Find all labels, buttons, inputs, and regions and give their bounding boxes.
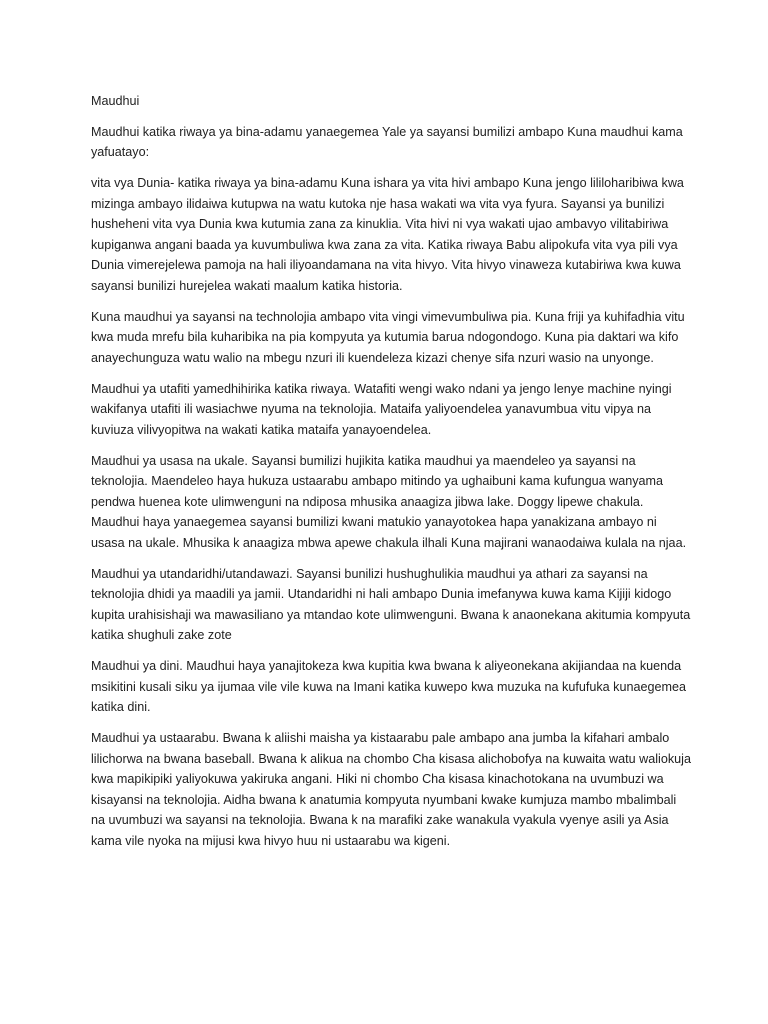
paragraph-utafiti: Maudhui ya utafiti yamedhihirika katika riwaya. Watafiti wengi wako ndani ya jengo lenye machine nyingi wakifanya utafiti ili wasiachwe nyuma na teknolojia. Mataifa yaliyoendelea yanavumbua vitu vipya na kuviuza vilivyopitwa na wakati katika mataifa yanayoendelea. <box>91 381 672 437</box>
paragraph-usasa-ukale: Maudhui ya usasa na ukale. Sayansi bumilizi hujikita katika maudhui ya maendeleo ya sayansi na teknolojia. Maendeleo haya hukuza ustaarabu ambapo mitindo ya ughaibuni kama kufungua wanyama pendwa huenea kote ulimwenguni na ndiposa mhusika anaagiza jibwa lake. Doggy lipewe chakula. Maudhui haya yanaegemea sayansi bumilizi kwani matukio yanayotokea hapa yanakizana ambayo ni usasa na ukale. Mhusika k anaagiza mbwa apewe chakula ilhali Kuna majirani wanaodaiwa kulala na njaa. <box>91 453 687 550</box>
paragraph-ustaarabu: Maudhui ya ustaarabu. Bwana k aliishi maisha ya kistaarabu pale ambapo ana jumba la kifahari ambalo lilichorwa na bwana baseball. Bwana k alikua na chombo Cha kisasa alichobofya na kuwaita watu waliokuja kwa mapikipiki yaliyokuwa yakiruka angani. Hiki ni chombo Cha kisasa kinachotokana na uvumbuzi wa kisayansi na teknolojia. Aidha bwana k anatumia kompyuta nyumbani kwake kumjuza mambo mbalimbali na uvumbuzi wa sayansi na teknolojia. Bwana k na marafiki zake wanakula vyakula vyenye asili ya Asia kama vile nyoka na mijusi kwa hivyo huu ni ustaarabu wa kigeni. <box>91 731 691 848</box>
document-body <box>91 91 691 862</box>
document-title: Maudhui <box>91 94 140 108</box>
paragraph-utandaridhi: Maudhui ya utandaridhi/utandawazi. Sayansi bunilizi hushughulikia maudhui ya athari za sayansi na teknolojia dhidi ya maadili ya jamii. Utandaridhi ni hali ambapo Dunia imefanywa kuwa kama Kijiji kidogo kupita urahisishaji wa mawasiliano ya mtandao kote ulimwenguni. Bwana k anaonekana akitumia kompyuta katika shughuli zake zote <box>91 566 691 642</box>
paragraph-dini: Maudhui ya dini. Maudhui haya yanajitokeza kwa kupitia kwa bwana k aliyeonekana akijiandaa na kuenda msikitini kusali siku ya ijumaa vile vile kuwa na Imani katika kuwepo kwa muzuka na kufufuka kunaegemea katika dini. <box>91 659 686 714</box>
paragraph-intro: Maudhui katika riwaya ya bina-adamu yanaegemea Yale ya sayansi bumilizi ambapo Kuna maudhui kama yafuatayo: <box>91 124 683 159</box>
paragraph-sayansi-technolojia: Kuna maudhui ya sayansi na technolojia ambapo vita vingi vimevumbuliwa pia. Kuna friji ya kuhifadhia vitu kwa muda mrefu bila kuharibika na pia kompyuta ya kutumia barua ndogondogo. Kuna pia daktari wa kifo anayechunguza watu walio na mbegu nzuri ili kuendeleza kizazi chenye sifa nzuri wasio na unyonge. <box>91 309 685 365</box>
paragraph-vita-vya-dunia: vita vya Dunia- katika riwaya ya bina-adamu Kuna ishara ya vita hivi ambapo Kuna jengo lililoharibiwa kwa mizinga ambayo ilidaiwa kutupwa na watu kutoka nje hasa wakati wa vita vya fyura. Sayansi ya bunilizi husheheni vita vya Dunia kwa kutumia zana za kinuklia. Vita hivi ni vya wakati ujao ambavyo vilitabiriwa kupiganwa angani baada ya kuvumbuliwa kwa zana za vita. Katika riwaya Babu alipokufa vita vya pili vya Dunia vimerejelewa pamoja na hali iliyoandamana na vita hivyo. Vita hivyo vinaweza kutabiriwa kwa kuwa sayansi bunilizi hurejelea wakati maalum katika historia. <box>91 176 684 293</box>
